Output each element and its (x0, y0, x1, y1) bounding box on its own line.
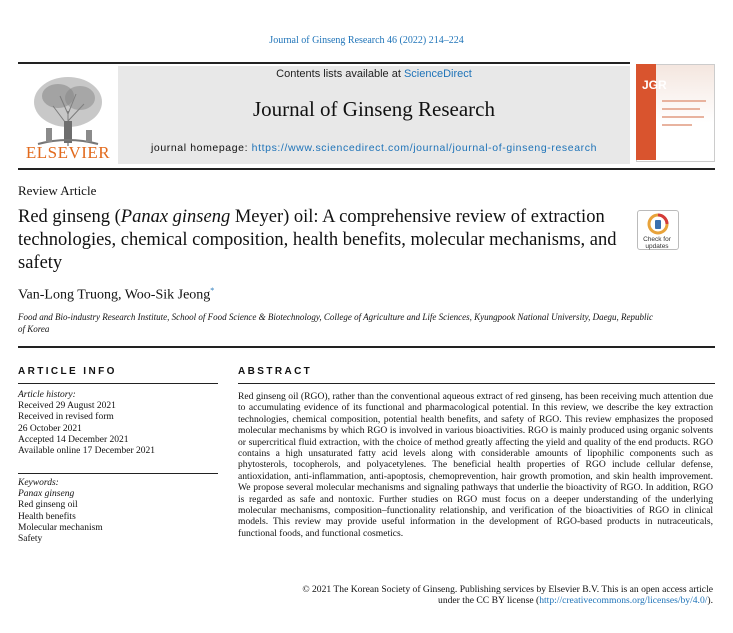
history-label: Article history: (18, 390, 76, 400)
article-info-rule (18, 383, 218, 384)
keywords-list (18, 478, 218, 545)
history-item: Received in revised form (18, 412, 114, 423)
keyword-item: Molecular mechanism (18, 522, 103, 533)
cover-jgr-label: JGR (642, 78, 667, 92)
homepage-label: journal homepage: (150, 142, 252, 154)
keyword-item: Health benefits (18, 511, 76, 522)
abstract-heading: ABSTRACT (238, 366, 313, 377)
authors-names: Van-Long Truong, Woo-Sik Jeong (18, 287, 211, 303)
cover-decoration (662, 124, 692, 126)
cover-decoration (662, 100, 706, 102)
history-item: Available online 17 December 2021 (18, 446, 155, 457)
article-info-heading: ARTICLE INFO (18, 366, 117, 377)
journal-homepage-line (118, 142, 630, 154)
history-item: 26 October 2021 (18, 423, 82, 434)
abstract-rule (238, 383, 715, 384)
title-species: Panax ginseng (120, 207, 231, 227)
author-affiliation: Food and Bio-industry Research Institute, School of Food Science & Biotechnology, College of Agriculture and Life Sciences, Kyungpook National University, Daegu, Republic of Korea (18, 312, 654, 334)
abstract-body: Red ginseng oil (RGO), rather than the conventional aqueous extract of red ginseng, has been receiving much attention due to accumulating evidence of its functional and pharmacological potential. In this review, we describe the key extraction technologies, chemical composition, potential health benefits, and safety of RGO. This review emphasizes the proposed molecular mechanisms by which RGO is involved in various bioactivities. RGO is mainly produced using organic solvents or supercritical fluid extraction, with the choice of method greatly affecting the yield and quality of the end products. RGO contains a high unsaturated fatty acid levels along with considerable amounts of lipophilic components such as phytosterols, tocopherols, and polyacetylenes. The beneficial health properties of RGO include cellular defense, antioxidation, anti-inflammation, anti-apoptosis, chemoprevention, hair growth promotion, and skin health improvement. We propose several molecular mechanisms and signaling pathways that underlie the bioactivity of RGO. In addition, RGO is regarded as safe and nontoxic. Further studies on RGO must focus on a deeper understanding of the underlying molecular mechanisms, composition–functionality relationship, and verification of the bioactivities of RGO in clinical models. This review may provide useful information in the development of RGO-based products in nutraceuticals, functional foods, and functional cosmetics. (238, 391, 713, 539)
copyright-line-2 (238, 595, 713, 606)
article-title (18, 206, 628, 275)
title-part-1: Red ginseng ( (18, 207, 121, 227)
check-updates-label: Check for updates (643, 236, 671, 250)
keyword-item: Panax ginseng (18, 489, 75, 500)
keyword-item: Red ginseng oil (18, 500, 78, 511)
contents-lists-line (118, 68, 630, 80)
keywords-rule (18, 473, 218, 474)
contents-prefix: Contents lists available at (276, 68, 404, 80)
section-rule (18, 346, 715, 348)
cover-decoration (662, 108, 700, 110)
copyright-line-1: © 2021 The Korean Society of Ginseng. Publishing services by Elsevier B.V. This is an open access article (302, 584, 713, 595)
cc-license-link[interactable]: http://creativecommons.org/licenses/by/4.0/ (539, 595, 708, 607)
corresponding-author-mark[interactable]: * (210, 286, 215, 295)
keywords-label: Keywords: (18, 478, 59, 488)
title-part-2: Meyer) oil: A comprehensive review of extraction technologies, chemical composition, health benefits, molecular mechanisms, and safety (18, 207, 617, 273)
check-updates-icon (647, 213, 669, 235)
journal-homepage-link[interactable]: https://www.sciencedirect.com/journal/journal-of-ginseng-research (251, 142, 598, 154)
journal-citation[interactable]: Journal of Ginseng Research 46 (2022) 214–224 (269, 35, 464, 46)
header-rule-bottom (18, 168, 715, 170)
elsevier-wordmark: ELSEVIER (25, 143, 111, 162)
article-type: Review Article (18, 183, 97, 198)
copyright-notice (238, 584, 713, 607)
keyword-item: Safety (18, 534, 43, 545)
cover-decoration (662, 116, 704, 118)
article-history (18, 390, 218, 457)
license-prefix: under the CC BY license ( (438, 595, 540, 607)
author-list (18, 286, 214, 304)
header-rule-top (18, 62, 630, 64)
journal-title: Journal of Ginseng Research (252, 97, 495, 121)
history-item: Received 29 August 2021 (18, 401, 116, 412)
history-item: Accepted 14 December 2021 (18, 434, 129, 445)
license-suffix: ). (707, 595, 713, 607)
sciencedirect-link[interactable]: ScienceDirect (403, 68, 472, 80)
